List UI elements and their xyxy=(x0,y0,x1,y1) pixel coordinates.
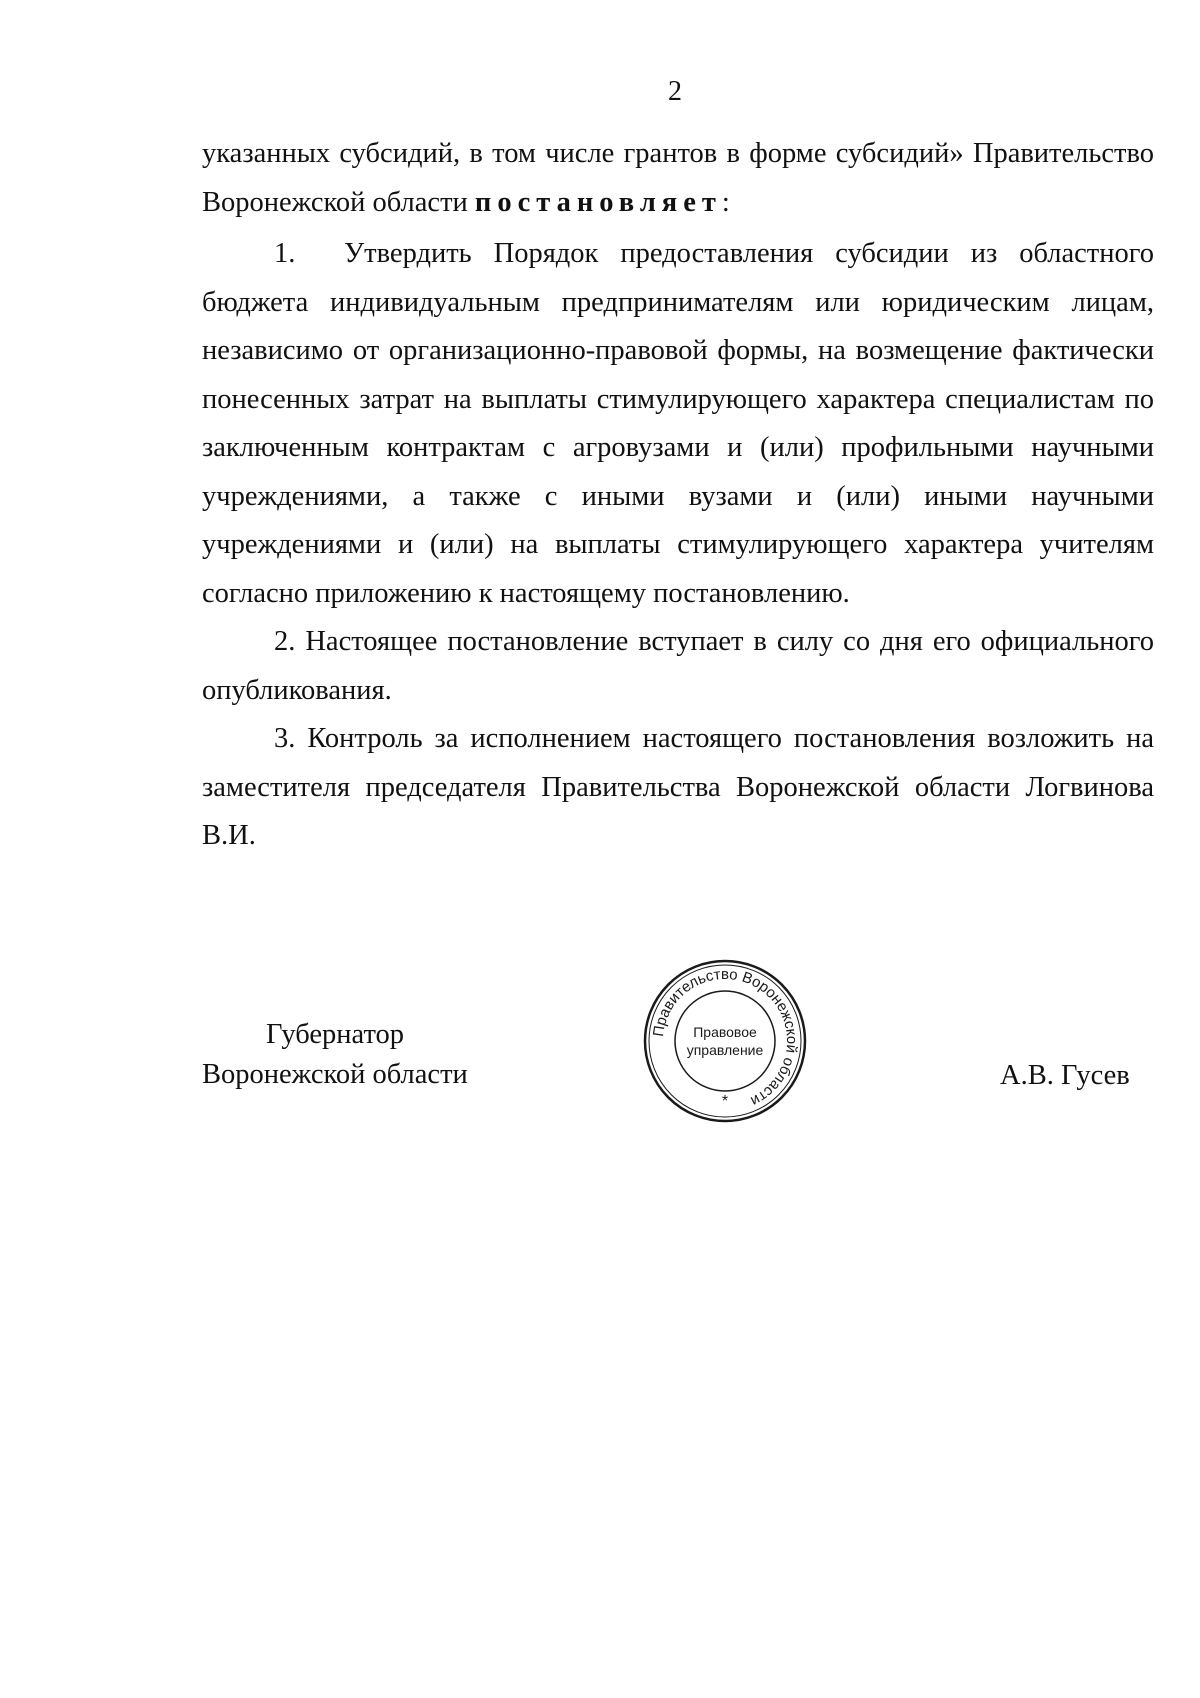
decree-word: постановляет xyxy=(474,186,722,218)
item-2-text: Настоящее постановление вступает в силу со дня его официального опубликования. xyxy=(202,626,1155,706)
seal-inner-line-1: Правовое xyxy=(693,1024,757,1040)
intro-line-2-prefix: Воронежской области xyxy=(202,186,475,218)
seal-star: * xyxy=(721,1093,729,1110)
signature-title-line-2: Воронежской области xyxy=(202,1059,468,1090)
official-seal xyxy=(640,956,810,1126)
item-3-number: 3. xyxy=(274,723,296,754)
item-2-number: 2. xyxy=(274,626,296,657)
page-number: 2 xyxy=(668,76,682,107)
intro-line-1: указанных субсидий, в том числе грантов в форме субсидий» Правительство xyxy=(202,138,1154,169)
signatory-name: А.В. Гусев xyxy=(1000,1060,1130,1091)
item-3-text: Контроль за исполнением настоящего постановления возложить на заместителя председателя Правительства Воронежской области Логвинова В.И. xyxy=(202,723,1154,851)
document-body xyxy=(202,130,1154,861)
signature-title-line-1: Губернатор xyxy=(266,1019,405,1050)
item-3-paragraph xyxy=(202,715,1154,861)
seal-inner-line-2: управление xyxy=(686,1042,764,1058)
item-2-paragraph xyxy=(202,618,1154,715)
item-1-paragraph xyxy=(202,230,1154,618)
item-1-number: 1. xyxy=(274,238,296,269)
signature-title xyxy=(202,1015,468,1095)
intro-line-2-suffix: : xyxy=(721,186,730,218)
item-1-text: Утвердить Порядок предоставления субсидии из областного бюджета индивидуальным предпринимателям или юридическим лицам, независимо от организационно-правовой формы, на возмещение фактически понесенных затрат на выплаты стимулирующего характера специалистам по заключенным контрактам с агровузами и (или) профильными научными учреждениями, а также с иными вузами и (или) иными научными учреждениями и (или) на выплаты стимулирующего характера учителям согласно приложению к настоящему постановлению. xyxy=(202,238,1154,609)
intro-paragraph xyxy=(202,130,1154,227)
seal-outer-text: Правительство Воронежской области xyxy=(650,965,801,1110)
